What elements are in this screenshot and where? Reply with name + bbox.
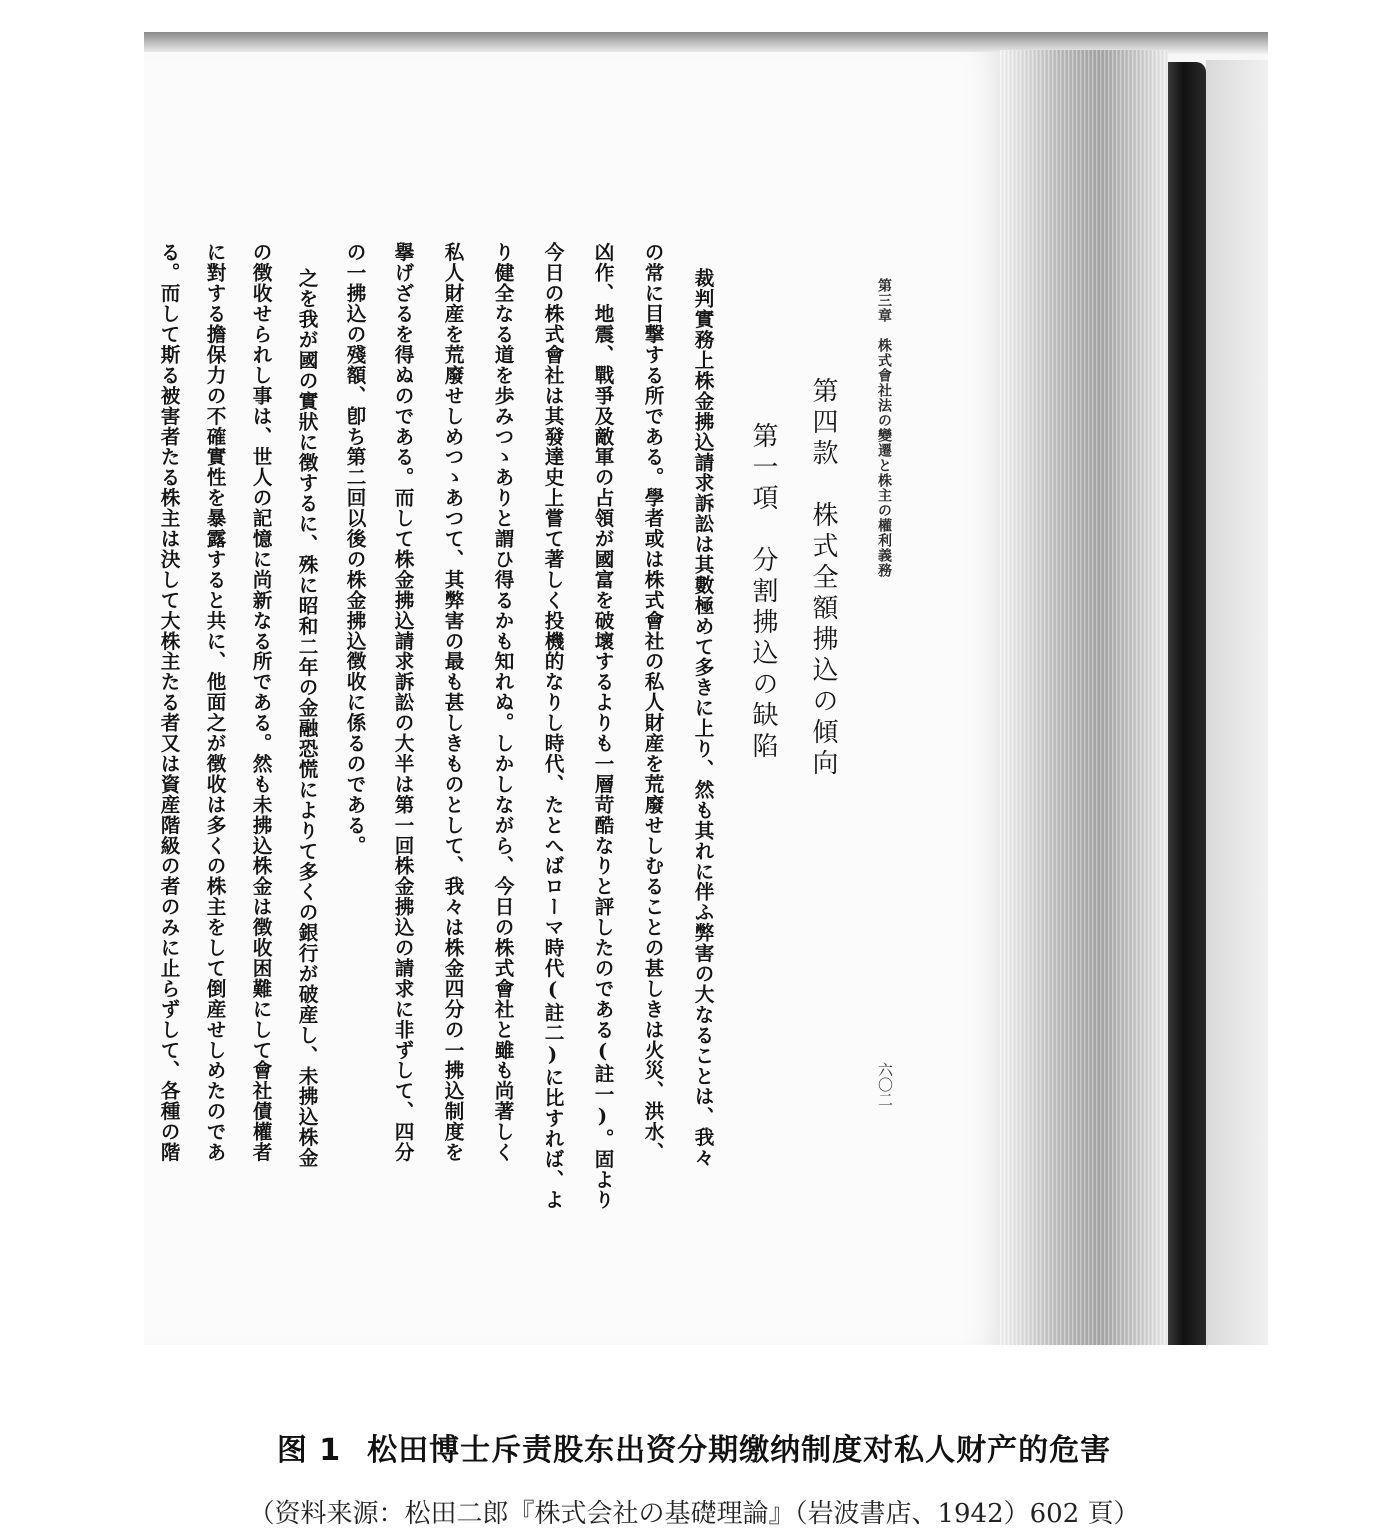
cover-background — [1206, 60, 1268, 1345]
body-line: る。而して斯る被害者たる株主は決して大株主たる者又は資産階級の者のみに止らずして、各種の階 — [157, 242, 180, 1163]
running-head: 第三章 株式會社法の變遷と株主の權利義務 — [876, 278, 892, 578]
body-line: 凶作、地震、戰爭及敵軍の占領が國富を破壞するよりも一層苛酷なりと評したのである(註一)。固より — [591, 242, 614, 1210]
figure-number: 图 1 — [276, 1433, 342, 1468]
figure-title: 松田博士斥责股东出资分期缴纳制度对私人财产的危害 — [367, 1433, 1112, 1468]
body-line: 今日の株式會社は其發達史上嘗て著しく投機的なりし時代、たとへばローマ時代(註二)に比すれば、よ — [541, 242, 564, 1210]
body-line: の常に目撃する所である。學者或は株式會社の私人財産を荒廢せしむることの甚しきは火災、洪水、 — [641, 242, 664, 1163]
section-heading-xiang: 第一項 分割拂込の缺陷 — [748, 422, 778, 763]
book-page — [144, 52, 1002, 1345]
book-cover-edge — [1168, 62, 1206, 1345]
body-line: り健全なる道を歩みつゝありと謂ひ得るかも知れぬ。しかしながら、今日の株式會社と雖も尚著しく — [491, 242, 514, 1163]
body-line: 之を我が國の實狀に徴するに、殊に昭和二年の金融恐慌によりて多くの銀行が破産し、未拂込株金 — [295, 268, 318, 1168]
body-line: 私人財産を荒廢せしめつゝあつて、其弊害の最も甚しきものとして、我々は株金四分の一拂込制度を — [441, 242, 464, 1163]
page-edges — [1000, 50, 1168, 1345]
body-line: の徴收せられし事は、世人の記憶に尚新なる所である。然も未拂込株金は徴收困難にして會社債權者 — [249, 242, 272, 1163]
body-line: に對する擔保力の不確實性を暴露すると共に、他面之が徴收は多くの株主をして倒産せしめたのであ — [203, 242, 226, 1163]
page-number: 六〇二 — [876, 1062, 894, 1107]
section-heading-kuan: 第四款 株式全額拂込の傾向 — [808, 377, 838, 780]
source-note: （资料来源：松田二郎『株式会社の基礎理論』（岩波書店、1942）602 頁） — [248, 1499, 1140, 1529]
book-page-scan — [144, 32, 1268, 1345]
body-line: 擧げざるを得ぬのである。而して株金拂込請求訴訟の大半は第一回株金拂込の請求に非ずして、四分 — [391, 242, 414, 1163]
body-line: の一拂込の殘額、卽ち第二回以後の株金拂込徴收に係るのである。 — [343, 242, 366, 856]
figure-caption — [0, 1425, 1388, 1469]
body-line: 裁判實務上株金拂込請求訴訟は其數極めて多きに上り、然も其れに伴ふ弊害の大なることは、我々 — [691, 268, 714, 1168]
